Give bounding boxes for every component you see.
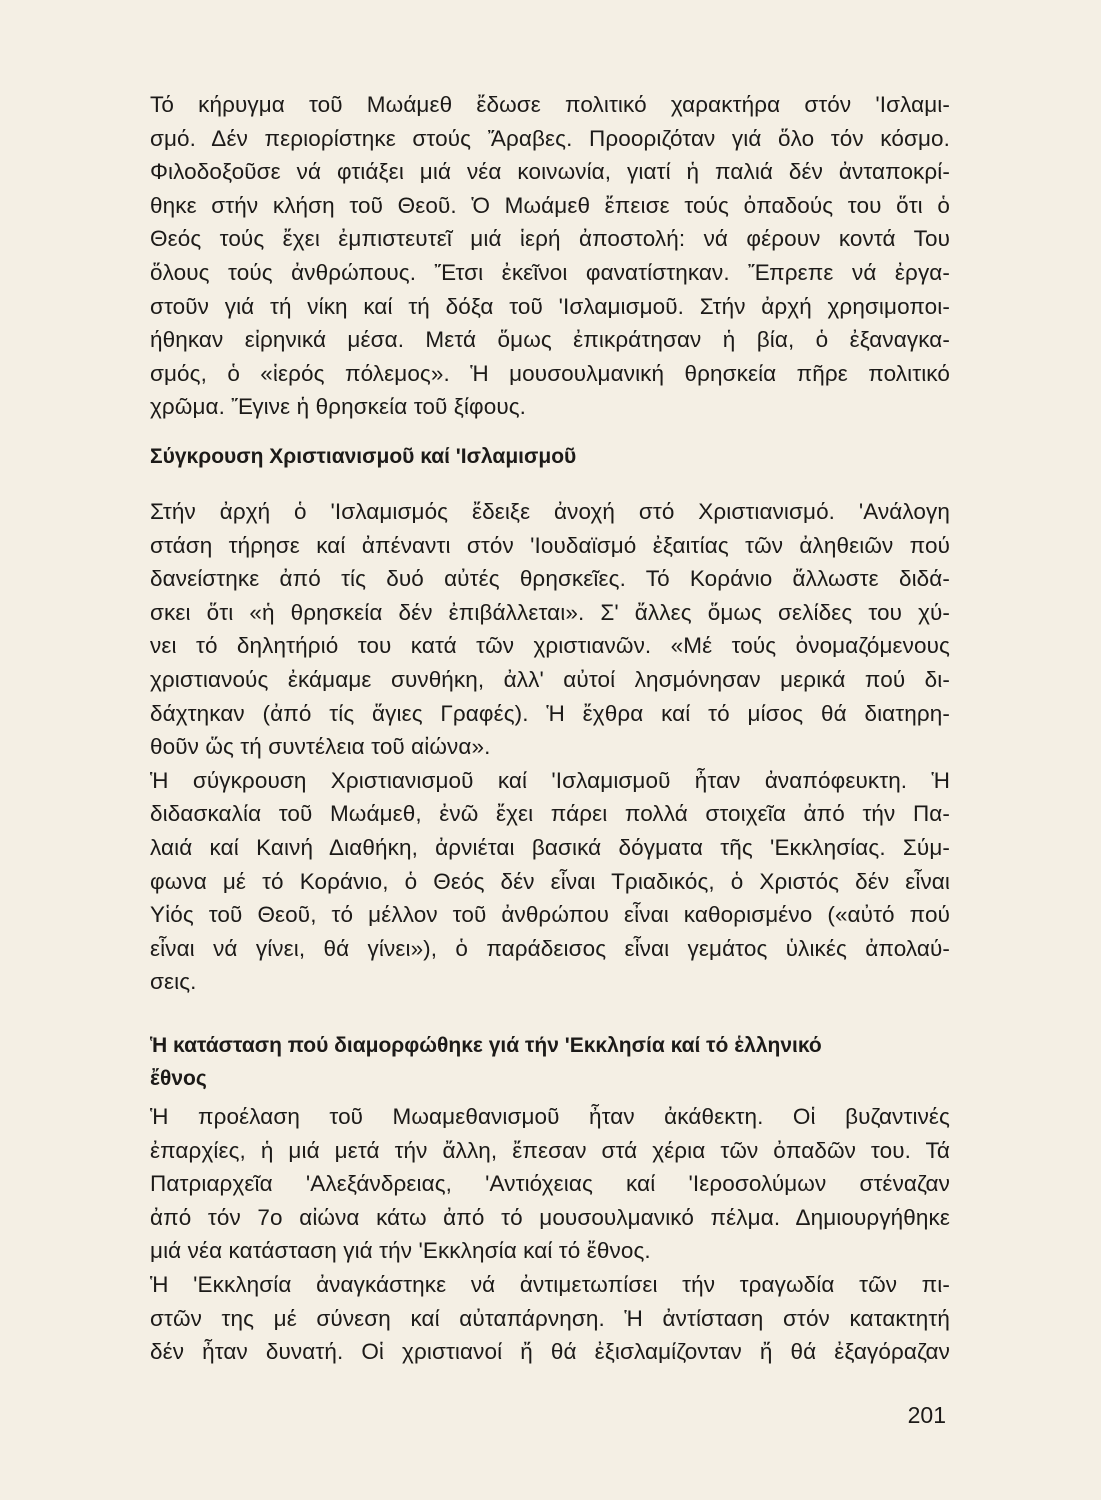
text-line: Ἡ προέλαση τοῦ Μωαμεθανισμοῦ ἦταν ἀκάθεκτη. Οἱ βυζαντινές [150,1104,950,1129]
text-line: μιά νέα κατάσταση γιά τήν 'Εκκλησία καί τό ἔθνος. [150,1238,651,1264]
text-line: εἶναι νά γίνει, θά γίνει»), ὁ παράδεισος εἶναι γεμάτος ὑλικές ἀπολαύ- [150,935,950,961]
heading-line: Ἡ κατάσταση πού διαμορφώθηκε γιά τήν 'Εκκλησία καί τό ἑλληνικό [150,1034,822,1057]
text-line: στῶν της μέ σύνεση καί αὐταπάρνηση. Ἡ ἀντίσταση στόν κατακτητή [150,1305,950,1331]
paragraph-3 [150,1100,950,1369]
text-line: Ἡ σύγκρουση Χριστιανισμοῦ καί 'Ισλαμισμοῦ ἦταν ἀναπόφευκτη. Ἡ [150,767,950,793]
text-line: δέν ἦταν δυνατή. Οἱ χριστιανοί ἤ θά ἐξισλαμίζονταν ἤ θά ἐξαγόραζαν [150,1339,950,1365]
text-line: ὅλους τούς ἀνθρώπους. Ἔτσι ἐκεῖνοι φανατίστηκαν. Ἔπρεπε νά ἐργα- [150,259,950,285]
text-line: σμό. Δέν περιορίστηκε στούς Ἄραβες. Προοριζόταν γιά ὅλο τόν κόσμο. [150,125,950,151]
text-line: ἐπαρχίες, ἡ μιά μετά τήν ἄλλη, ἔπεσαν στά χέρια τῶν ὀπαδῶν του. Τά [150,1137,950,1163]
text-line: σμός, ὁ «ἱερός πόλεμος». Ἡ μουσουλμανική θρησκεία πῆρε πολιτικό [150,360,950,386]
paragraph-1 [150,88,950,424]
text-line: φωνα μέ τό Κοράνιο, ὁ Θεός δέν εἶναι Τριαδικός, ὁ Χριστός δέν εἶναι [150,868,950,894]
text-line: χρῶμα. Ἔγινε ἡ θρησκεία τοῦ ξίφους. [150,394,527,420]
section-heading-2 [150,1029,950,1095]
text-line: σεις. [150,969,197,995]
text-line: ἀπό τόν 7ο αἰώνα κάτω ἀπό τό μουσουλμανικό πέλμα. Δημιουργήθηκε [150,1204,950,1230]
text-line: στάση τήρησε καί ἀπέναντι στόν 'Ιουδαϊσμό ἐξαιτίας τῶν ἀληθειῶν πού [150,532,950,558]
text-line: νει τό δηλητήριό του κατά τῶν χριστιανῶν. «Μέ τούς ὀνομαζόμενους [150,633,950,659]
text-line: Πατριαρχεῖα 'Αλεξάνδρειας, 'Αντιόχειας καί 'Ιεροσολύμων στέναζαν [150,1171,950,1197]
page-number: 201 [907,1402,946,1428]
text-line: θοῦν ὥς τή συντέλεια τοῦ αἰώνα». [150,734,491,760]
paragraph-2 [150,495,950,999]
text-line: σκει ὅτι «ἡ θρησκεία δέν ἐπιβάλλεται». Σ' ἄλλες ὅμως σελίδες του χύ- [150,599,950,625]
text-line: δάχτηκαν (ἀπό τίς ἅγιες Γραφές). Ἡ ἔχθρα καί τό μίσος θά διατηρη- [150,700,950,726]
text-line: Τό κήρυγμα τοῦ Μωάμεθ ἔδωσε πολιτικό χαρακτήρα στόν 'Ισλαμι- [150,92,950,117]
heading-line: ἔθνος [150,1067,207,1090]
text-line: Φιλοδοξοῦσε νά φτιάξει μιά νέα κοινωνία, γιατί ἡ παλιά δέν ἀνταποκρί- [150,159,950,185]
text-line: χριστιανούς ἐκάμαμε συνθήκη, ἀλλ' αὐτοί λησμόνησαν μερικά πού δι- [150,666,950,692]
text-line: Στήν ἀρχή ὁ 'Ισλαμισμός ἔδειξε ἀνοχή στό Χριστιανισμό. 'Ανάλογη [150,499,950,524]
text-line: διδασκαλία τοῦ Μωάμεθ, ἐνῶ ἔχει πάρει πολλά στοιχεῖα ἀπό τήν Πα- [150,801,950,827]
section-heading-1 [150,440,950,473]
text-line: δανείστηκε ἀπό τίς δυό αὐτές θρησκεῖες. Τό Κοράνιο ἄλλωστε διδά- [150,566,950,592]
text-line: λαιά καί Καινή Διαθήκη, ἀρνιέται βασικά δόγματα τῆς 'Εκκλησίας. Σύμ- [150,834,950,860]
text-line: Υἱός τοῦ Θεοῦ, τό μέλλον τοῦ ἀνθρώπου εἶναι καθορισμένο («αὐτό πού [150,902,950,928]
text-line: ήθηκαν εἰρηνικά μέσα. Μετά ὅμως ἐπικράτησαν ἡ βία, ὁ ἐξαναγκα- [150,327,950,353]
text-line: Θεός τούς ἔχει ἐμπιστευτεῖ μιά ἱερή ἀποστολή: νά φέρουν κοντά Του [150,226,950,252]
text-line: Ἡ 'Εκκλησία ἀναγκάστηκε νά ἀντιμετωπίσει τήν τραγωδία τῶν πι- [150,1271,950,1297]
text-line: στοῦν γιά τή νίκη καί τή δόξα τοῦ 'Ισλαμισμοῦ. Στήν ἀρχή χρησιμοποι- [150,293,950,319]
text-line: θηκε στήν κλήση τοῦ Θεοῦ. Ὁ Μωάμεθ ἔπεισε τούς ὀπαδούς του ὅτι ὁ [150,192,950,218]
heading-line: Σύγκρουση Χριστιανισμοῦ καί 'Ισλαμισμοῦ [150,445,577,468]
